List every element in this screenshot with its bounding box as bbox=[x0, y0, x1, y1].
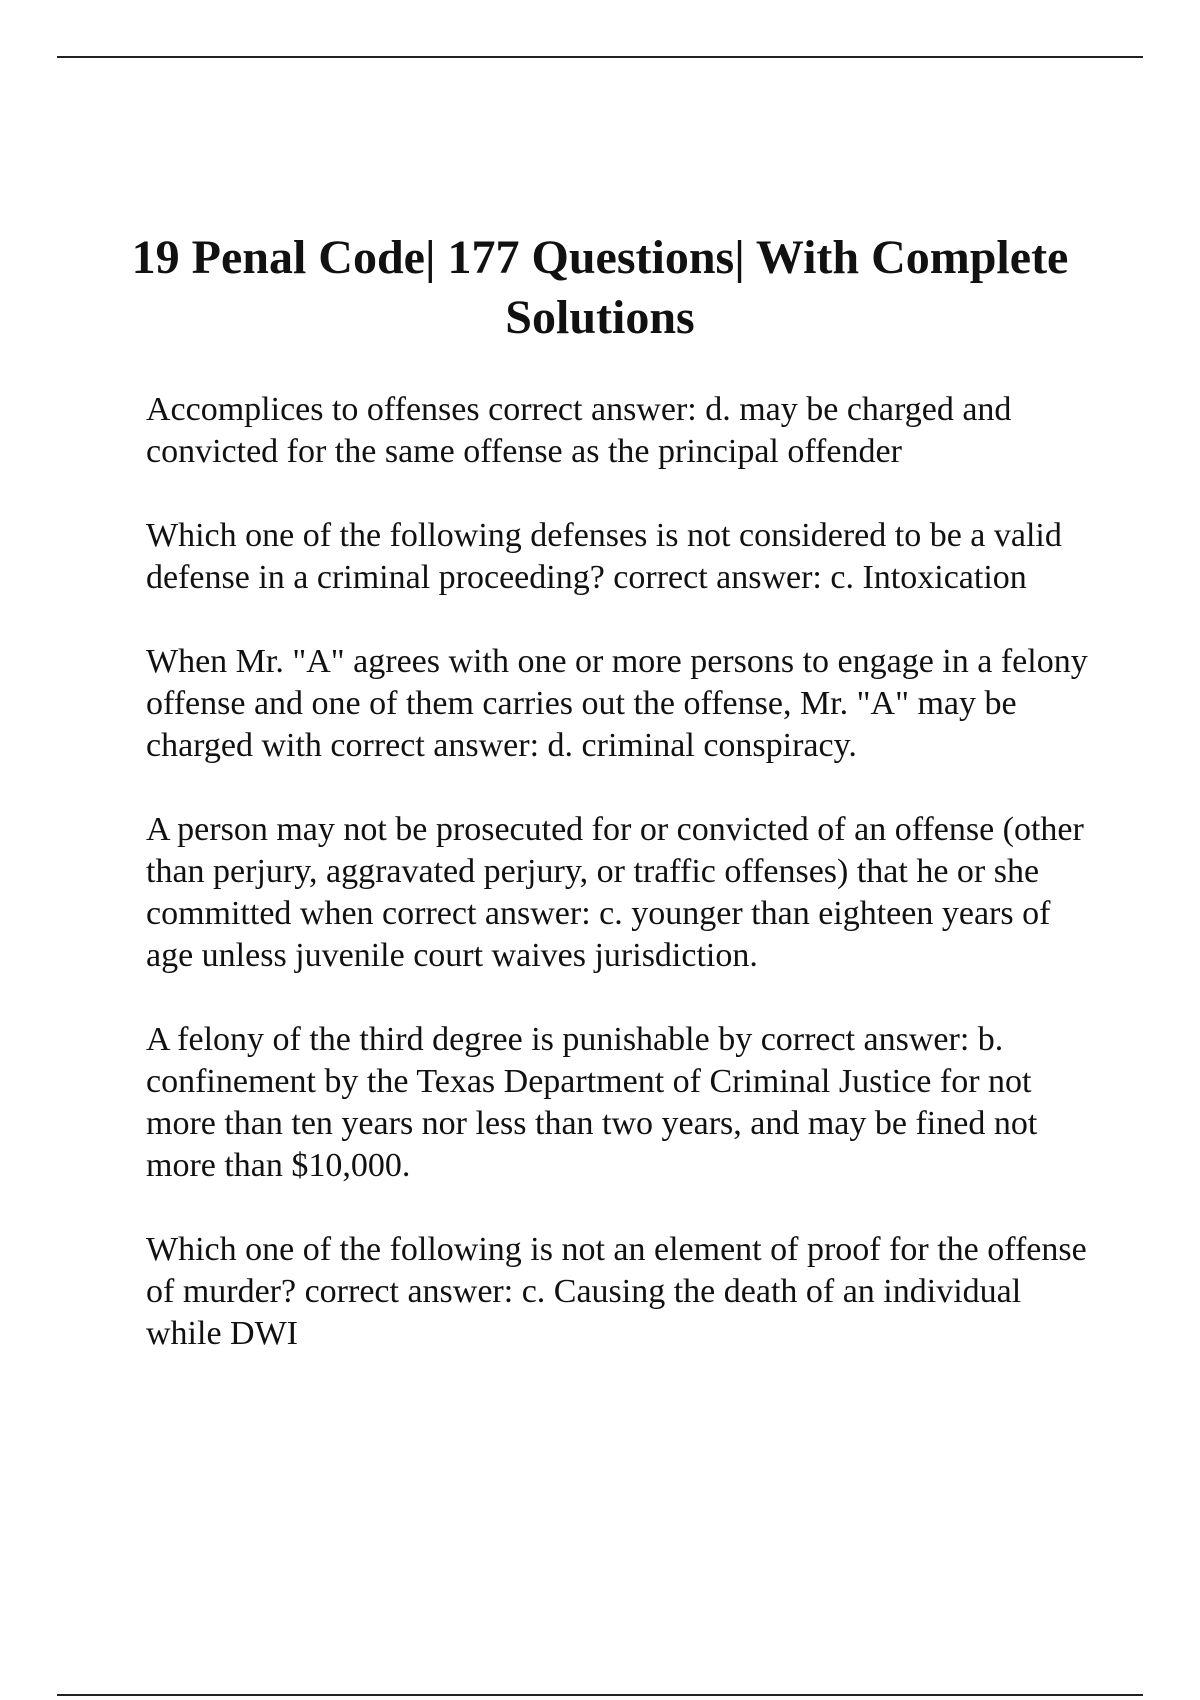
header-rule bbox=[57, 56, 1143, 58]
qa-entry: A person may not be prosecuted for or convicted of an offense (other than perjury, aggravated perjury, or traffic offenses) that he or she committed when correct answer: c. younger than eighteen years of age unless juvenile court waives jurisdiction. bbox=[146, 811, 1084, 974]
footer-rule bbox=[57, 1694, 1143, 1696]
qa-list bbox=[146, 389, 1091, 1397]
qa-entry: Which one of the following is not an element of proof for the offense of murder? correct answer: c. Causing the death of an individual while DWI bbox=[146, 1231, 1087, 1352]
qa-entry: Which one of the following defenses is not considered to be a valid defense in a criminal proceeding? correct answer: c. Intoxication bbox=[146, 517, 1062, 596]
qa-entry: A felony of the third degree is punishable by correct answer: b. confinement by the Texas Department of Criminal Justice for not more than ten years nor less than two years, and may be fined not more than $10,000. bbox=[146, 1021, 1038, 1184]
qa-entry: Accomplices to offenses correct answer: d. may be charged and convicted for the same offense as the principal offender bbox=[146, 391, 1012, 470]
qa-entry: When Mr. "A" agrees with one or more persons to engage in a felony offense and one of them carries out the offense, Mr. "A" may be charged with correct answer: d. criminal conspiracy. bbox=[146, 643, 1088, 764]
document-title: 19 Penal Code| 177 Questions| With Complete Solutions bbox=[131, 231, 1069, 344]
